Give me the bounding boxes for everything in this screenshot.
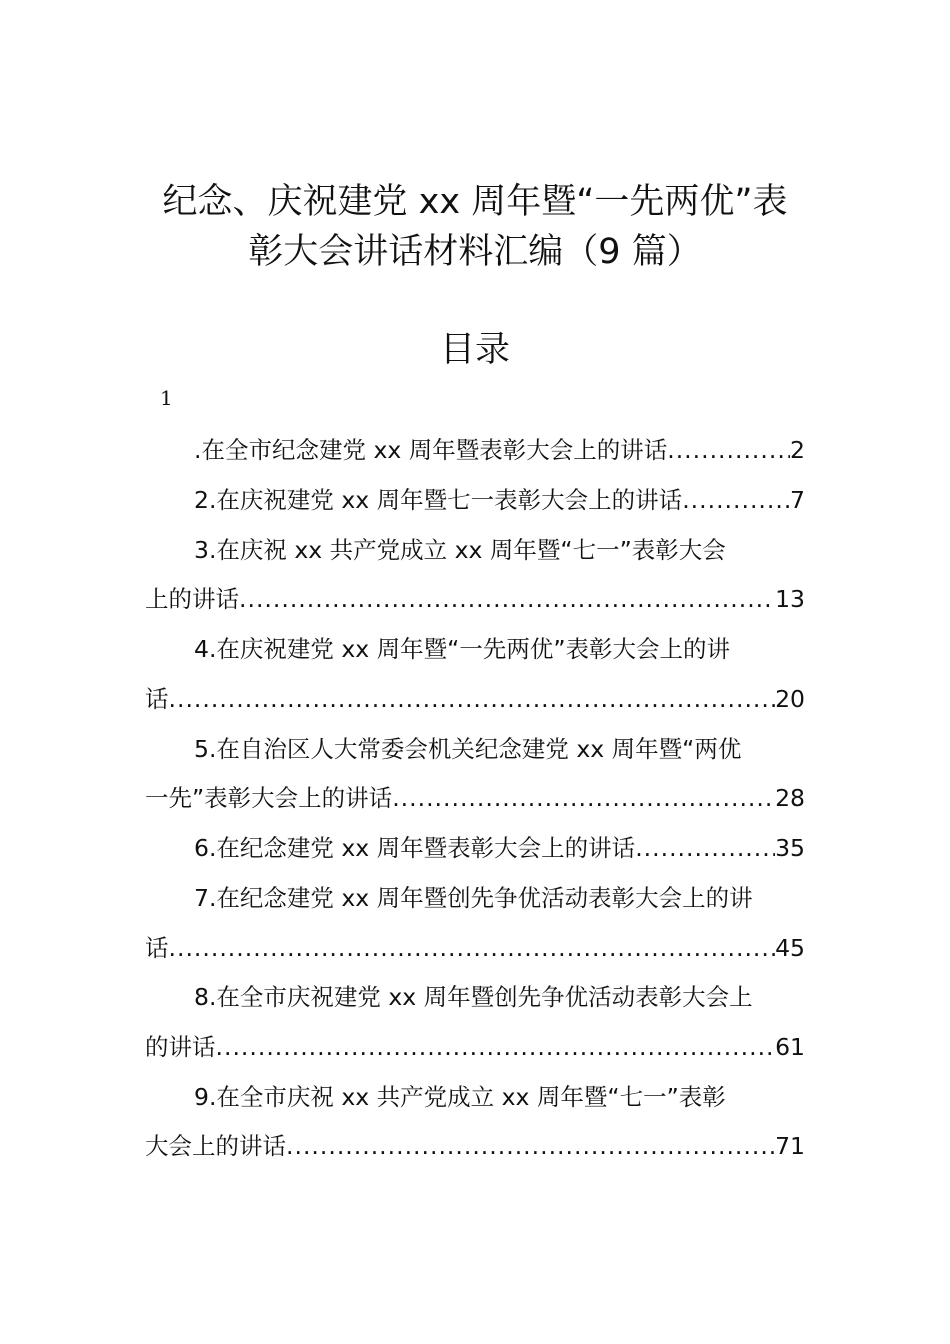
toc-leader-dots <box>667 434 790 466</box>
toc-entry-title: 一先”表彰大会上的讲话 <box>145 784 393 812</box>
toc-page-number: 71 <box>775 1132 805 1160</box>
toc-entry-7-line-2[interactable] <box>145 932 805 964</box>
toc-entry-8-line-2[interactable] <box>145 1031 805 1063</box>
toc-entry-title: 话 <box>145 934 169 962</box>
toc-leader-dots <box>169 683 776 715</box>
toc-entry-4-line-1[interactable]: 4.在庆祝建党 xx 周年暨“一先两优”表彰大会上的讲 <box>194 635 731 663</box>
toc-entry-title: 6.在纪念建党 xx 周年暨表彰大会上的讲话 <box>194 834 636 862</box>
toc-page-number: 7 <box>790 486 805 514</box>
toc-entry-3-line-2[interactable] <box>145 583 805 615</box>
toc-entry-3-line-1[interactable]: 3.在庆祝 xx 共产党成立 xx 周年暨“七一”表彰大会 <box>194 536 726 564</box>
toc-page-number: 28 <box>775 784 805 812</box>
toc-entry-9-line-1[interactable]: 9.在全市庆祝 xx 共产党成立 xx 周年暨“七一”表彰 <box>194 1083 726 1111</box>
document-title-line-1: 纪念、庆祝建党 xx 周年暨“一先两优”表 <box>162 182 788 222</box>
toc-page-number: 35 <box>775 834 805 862</box>
toc-entry-5-line-2[interactable] <box>145 782 805 814</box>
toc-entry-1[interactable] <box>194 434 805 466</box>
toc-entry-2[interactable] <box>194 484 805 516</box>
toc-leader-dots <box>682 484 790 516</box>
toc-entry-8-line-1[interactable]: 8.在全市庆祝建党 xx 周年暨创先争优活动表彰大会上 <box>194 983 753 1011</box>
toc-entry-6[interactable] <box>194 832 805 864</box>
toc-page-number: 61 <box>775 1033 805 1061</box>
toc-leader-dots <box>286 1130 775 1162</box>
toc-page-number: 20 <box>775 685 805 713</box>
toc-page-number: 45 <box>775 934 805 962</box>
toc-leader-dots <box>392 782 775 814</box>
toc-entry-title: 的讲话 <box>145 1033 216 1061</box>
document-title-line-2: 彰大会讲话材料汇编（9 篇） <box>248 232 702 272</box>
toc-entry-title: .在全市纪念建党 xx 周年暨表彰大会上的讲话 <box>194 436 668 464</box>
toc-entry-7-line-1[interactable]: 7.在纪念建党 xx 周年暨创先争优活动表彰大会上的讲 <box>194 884 753 912</box>
toc-heading: 目录 <box>439 330 510 370</box>
toc-leader-dots <box>635 832 775 864</box>
toc-leader-dots <box>169 932 776 964</box>
toc-entry-title: 话 <box>145 685 169 713</box>
toc-entry-title: 大会上的讲话 <box>145 1132 286 1160</box>
toc-entry-title: 2.在庆祝建党 xx 周年暨七一表彰大会上的讲话 <box>194 486 683 514</box>
toc-entry-title: 上的讲话 <box>145 585 239 613</box>
toc-entry-9-line-2[interactable] <box>145 1130 805 1162</box>
toc-entry-5-line-1[interactable]: 5.在自治区人大常委会机关纪念建党 xx 周年暨“两优 <box>194 735 742 763</box>
toc-page-number: 2 <box>790 436 805 464</box>
toc-page-number: 13 <box>775 585 805 613</box>
toc-entry-4-line-2[interactable] <box>145 683 805 715</box>
stray-number-mark: 1 <box>160 386 173 410</box>
toc-leader-dots <box>216 1031 776 1063</box>
toc-leader-dots <box>239 583 775 615</box>
